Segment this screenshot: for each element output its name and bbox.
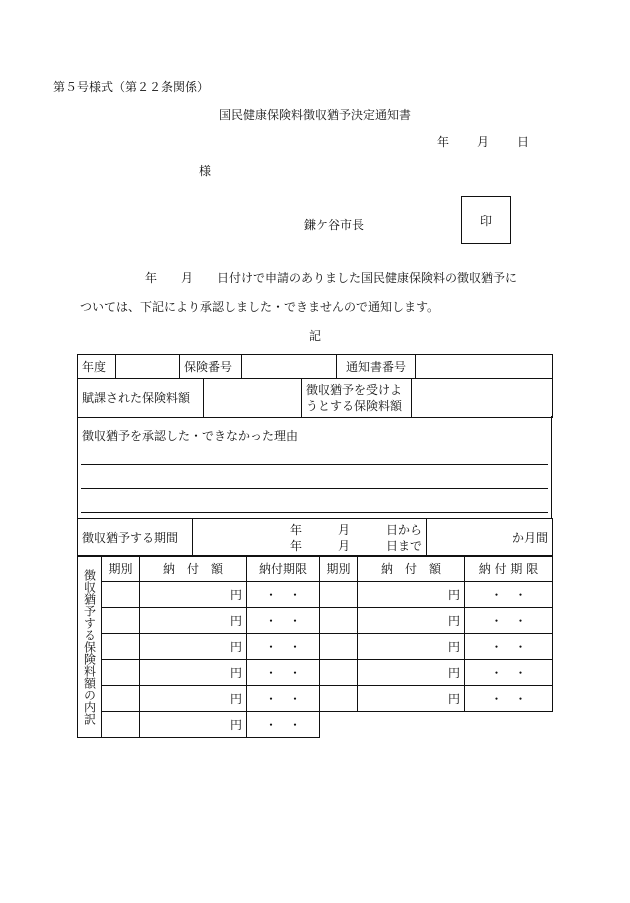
issue-date — [437, 133, 529, 150]
insurance-number-field[interactable] — [242, 355, 337, 379]
notice-number-label: 通知書番号 — [337, 355, 416, 379]
amount-table — [77, 378, 553, 418]
document-title: 国民健康保険料徴収猶予決定通知書 — [218, 108, 411, 122]
due-date-cell[interactable]: ・ ・ — [247, 634, 320, 660]
period-from: 年 月 日から — [289, 522, 422, 537]
insurance-number-label: 保険番号 — [180, 355, 242, 379]
amount-cell[interactable]: 円 — [140, 608, 247, 634]
period-table — [77, 518, 553, 557]
due-date-cell[interactable]: ・ ・ — [247, 582, 320, 608]
installment-cell[interactable] — [102, 608, 140, 634]
installment-cell[interactable] — [102, 686, 140, 712]
fiscal-year-label: 年度 — [78, 355, 116, 379]
amount-cell[interactable]: 円 — [358, 634, 465, 660]
form-number: 第５号様式（第２２条関係） — [53, 80, 210, 94]
reason-line — [81, 488, 548, 489]
seal-label: 印 — [479, 213, 492, 228]
date-day: 日 — [517, 135, 530, 149]
due-date-cell[interactable]: ・ ・ — [465, 582, 553, 608]
installment-cell[interactable] — [320, 608, 358, 634]
installment-cell[interactable] — [102, 660, 140, 686]
amount-cell[interactable]: 円 — [140, 634, 247, 660]
deferral-amount-label-line-1: 徴収猶予を受けよ — [306, 383, 403, 397]
due-date-cell[interactable]: ・ ・ — [247, 686, 320, 712]
due-date-cell[interactable]: ・ ・ — [465, 634, 553, 660]
due-date-cell[interactable]: ・ ・ — [247, 712, 320, 738]
assessed-amount-label: 賦課された保険料額 — [78, 379, 204, 418]
col-installment-2: 期別 — [320, 556, 358, 582]
col-installment: 期別 — [102, 556, 140, 582]
installment-cell[interactable] — [102, 634, 140, 660]
amount-cell[interactable]: 円 — [140, 582, 247, 608]
assessed-amount-field[interactable] — [204, 379, 302, 418]
ki-heading: 記 — [309, 329, 322, 343]
body-text-line-1: 年 月 日付けで申請のありました国民健康保険料の徴収猶予に — [145, 271, 518, 285]
notice-number-field[interactable] — [416, 355, 553, 379]
installment-cell[interactable] — [320, 634, 358, 660]
col-due-date-2: 納 付 期 限 — [465, 556, 553, 582]
reason-label: 徴収猶予を承認した・できなかった理由 — [82, 429, 299, 443]
col-amount-2: 納 付 額 — [358, 556, 465, 582]
due-date-cell[interactable]: ・ ・ — [465, 608, 553, 634]
amount-cell[interactable]: 円 — [358, 582, 465, 608]
table-row — [78, 686, 553, 712]
installment-cell[interactable] — [102, 712, 140, 738]
table-row — [78, 712, 553, 738]
seal-box — [461, 196, 511, 244]
due-date-cell[interactable]: ・ ・ — [247, 608, 320, 634]
period-dates[interactable] — [193, 519, 427, 557]
col-due-date: 納付期限 — [247, 556, 320, 582]
amount-cell[interactable]: 円 — [358, 686, 465, 712]
reason-line — [81, 512, 548, 513]
date-year: 年 — [437, 135, 450, 149]
date-month: 月 — [477, 135, 490, 149]
reason-line — [81, 464, 548, 465]
body-text-line-2: ついては、下記により承認しました・できませんので通知します。 — [80, 300, 440, 314]
header-info-table — [77, 354, 553, 379]
deferral-amount-field[interactable] — [412, 379, 553, 418]
table-row — [78, 634, 553, 660]
table-row — [78, 582, 553, 608]
fiscal-year-field[interactable] — [116, 355, 180, 379]
col-amount: 納 付 額 — [140, 556, 247, 582]
reason-box[interactable] — [77, 416, 552, 519]
amount-cell[interactable]: 円 — [358, 608, 465, 634]
amount-cell[interactable]: 円 — [358, 660, 465, 686]
addressee-suffix: 様 — [199, 164, 212, 178]
installment-cell[interactable] — [320, 660, 358, 686]
deferral-amount-label — [302, 379, 412, 418]
period-label: 徴収猶予する期間 — [78, 519, 193, 557]
amount-cell[interactable]: 円 — [140, 686, 247, 712]
table-row — [78, 608, 553, 634]
due-date-cell[interactable]: ・ ・ — [465, 660, 553, 686]
due-date-cell[interactable]: ・ ・ — [465, 686, 553, 712]
table-row — [78, 660, 553, 686]
period-to: 年 月 日まで — [289, 538, 422, 553]
amount-cell[interactable]: 円 — [140, 660, 247, 686]
installment-cell[interactable] — [320, 582, 358, 608]
breakdown-label: 徴収猶予する保険料額の内訳 — [78, 556, 102, 738]
issuer-name: 鎌ケ谷市長 — [304, 218, 365, 232]
period-months[interactable]: か月間 — [427, 519, 553, 557]
installment-cell[interactable] — [320, 686, 358, 712]
amount-cell[interactable]: 円 — [140, 712, 247, 738]
due-date-cell[interactable]: ・ ・ — [247, 660, 320, 686]
installment-cell[interactable] — [102, 582, 140, 608]
deferral-amount-label-line-2: うとする保険料額 — [306, 399, 403, 413]
empty-area — [320, 712, 553, 738]
breakdown-table — [77, 555, 553, 738]
